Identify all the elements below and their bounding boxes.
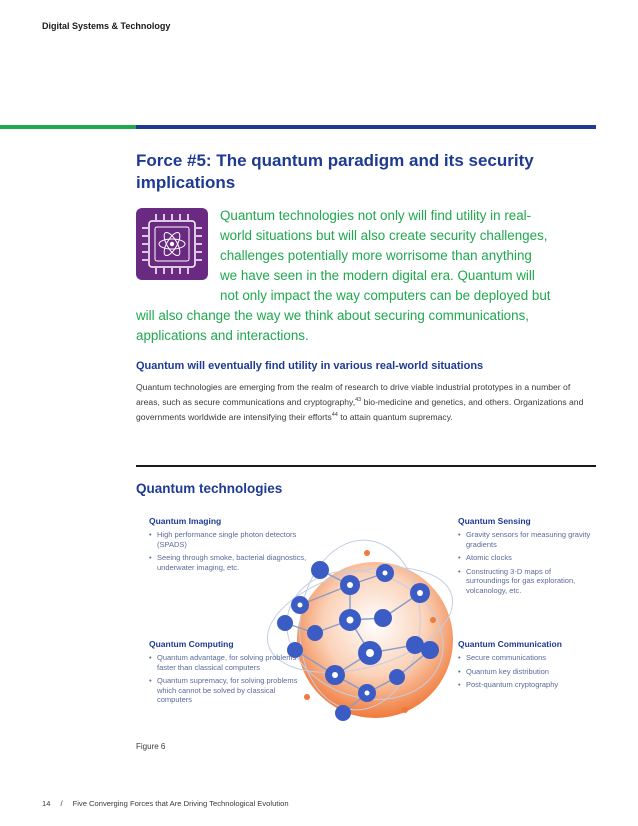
category-title: Quantum Imaging [149, 516, 222, 526]
category-title: Quantum Sensing [458, 516, 531, 526]
figure-title: Quantum technologies [136, 481, 283, 496]
list-item: • Atomic clocks [458, 553, 593, 563]
section-subheading: Quantum will eventually find utility in various real-world situations [136, 360, 484, 372]
lead-line: applications and interactions. [136, 328, 309, 343]
body-text-part-1: Quantum technologies are emerging from the realm of research to drive viable industrial prototypes in a number of areas, such as secure communications and cryptography, [136, 382, 571, 407]
list-item: • Quantum supremacy, for solving problems which cannot be solved by classical computers [149, 676, 299, 705]
lead-line: not only impact the way computers can be deployed but [220, 288, 551, 303]
page-number: 14 [42, 799, 51, 808]
list-item: • Gravity sensors for measuring gravity gradients [458, 530, 593, 549]
body-text-part-3: to attain quantum supremacy. [337, 412, 453, 422]
lead-paragraph [136, 206, 591, 346]
figure-caption: Figure 6 [136, 742, 166, 751]
category-title: Quantum Computing [149, 639, 234, 649]
footer-separator: / [60, 799, 63, 808]
category-quantum-imaging [149, 516, 309, 576]
article-title-line-2: implications [136, 173, 236, 192]
body-text-part-2: bio-medicine and genetics, and others. Organizations and governments worldwide are intensifying their efforts [136, 397, 584, 422]
document-title: Five Converging Forces that Are Driving Technological Evolution [72, 799, 289, 808]
accent-rule-blue [136, 125, 596, 129]
body-paragraph [136, 380, 591, 425]
list-item: • Constructing 3-D maps of surroundings for gas exploration, volcanology, etc. [458, 567, 593, 596]
list-item: • Quantum advantage, for solving problems faster than classical computers [149, 653, 299, 672]
footnote-ref-43[interactable]: 43 [355, 397, 362, 404]
list-item: • Quantum key distribution [458, 667, 593, 677]
category-quantum-sensing [458, 516, 593, 599]
category-title: Quantum Communication [458, 639, 562, 649]
lead-line: Quantum technologies not only will find utility in real- [220, 208, 532, 223]
section-divider [136, 465, 596, 467]
lead-line: world situations but will also create security challenges, [220, 228, 548, 243]
category-quantum-computing [149, 639, 299, 709]
lead-line: we have seen in the modern digital era. Quantum will [220, 268, 535, 283]
article-title [136, 150, 586, 194]
category-quantum-communication [458, 639, 593, 694]
lead-line: challenges potentially more worrisome than anything [220, 248, 532, 263]
article-title-line-1: Force #5: The quantum paradigm and its security [136, 151, 534, 170]
footnote-ref-44[interactable]: 44 [331, 412, 338, 419]
section-label: Digital Systems & Technology [42, 21, 171, 31]
lead-line: will also change the way we think about securing communications, [136, 308, 529, 323]
accent-rule-green [0, 125, 136, 129]
list-item: • High performance single photon detectors (SPADS) [149, 530, 309, 549]
page-footer [42, 799, 299, 808]
list-item: • Post-quantum cryptography [458, 680, 593, 690]
list-item: • Seeing through smoke, bacterial diagnostics, underwater imaging, etc. [149, 553, 309, 572]
list-item: • Secure communications [458, 653, 593, 663]
